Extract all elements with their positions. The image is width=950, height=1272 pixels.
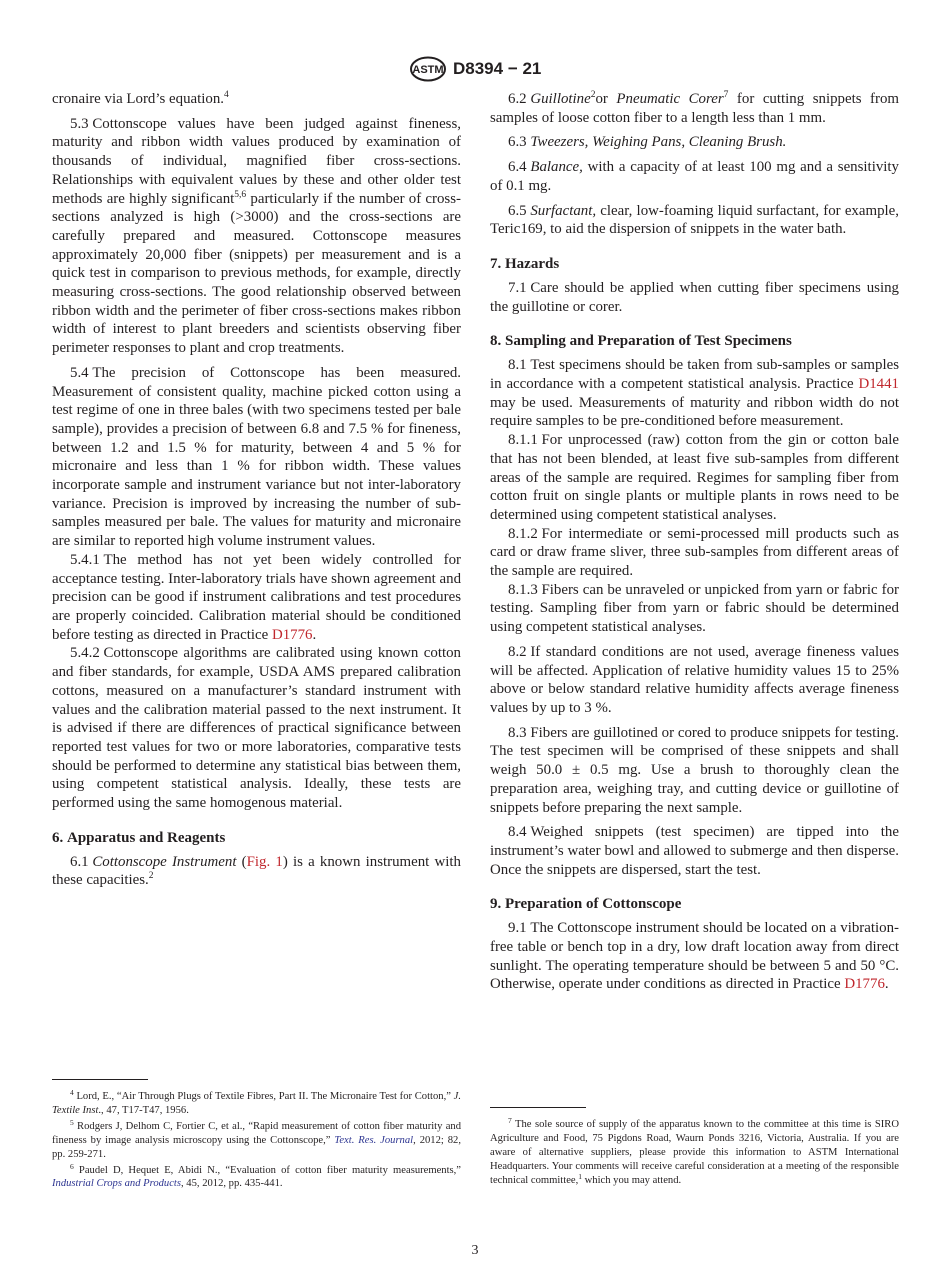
- link-d1776[interactable]: D1776: [271, 626, 313, 643]
- footnote-4: $^4$ Lord, E., “Air Through Plugs of Textile Fibres, Part II. The Micronaire Test for Cotton,” J. Textile Inst., 47, T17-T47, 1956.: [52, 1088, 461, 1116]
- paragraph-8-1: 8.1 Test specimens should be taken from sub-samples or samples in accordance with a competent statistical analysis. Practice D1441 may be used. Measurements of maturity and ribbon width do not require samples to be pre-conditioned before measurement.: [490, 357, 899, 430]
- footnote-6: $^6$ Paudel D, Hequet E, Abidi N., “Evaluation of cotton fiber maturity measurements,” Industrial Crops and Products, 45, 2012, pp. 435-441.: [52, 1161, 461, 1190]
- paragraph-continuation: cronaire via Lord’s equation.$^4$: [52, 90, 229, 107]
- paragraph-8-4: 8.4 Weighed snippets (test specimen) are tipped into the instrument’s water bowl and allowed to submerge and then disperse. Once the snippets are dispersed, start the test.: [490, 824, 899, 878]
- paragraph-5-4-2: 5.4.2 Cottonscope algorithms are calibrated using known cotton and fiber standards, for example, USDA AMS prepared calibration cottons, measured on a manufacturer’s standard instrument with values and the calibration material passed to the next instrument. It is advised if there are differences of practical significance between reported test values for two or more laboratories, comparative tests should be performed to determine any statistical bias between them, using competent statistical analysis. Ideally, these tests are performed using the same homogenous material.: [52, 645, 461, 812]
- section-8-heading: 8. Sampling and Preparation of Test Specimens: [490, 333, 792, 350]
- page-number: 3: [471, 1243, 479, 1258]
- link-fig-1[interactable]: Fig. 1: [246, 853, 283, 870]
- link-d1776[interactable]: D1776: [844, 976, 885, 993]
- section-7-heading: 7. Hazards: [490, 255, 560, 272]
- footnotes-left: [52, 1079, 461, 1193]
- paragraph-5-3: 5.3 Cottonscope values have been judged against fineness, maturity and ribbon width values produced by examination of thousands of individual, magnified fiber cross-sections. Relationships with equivalent values by these and other older test methods are highly significant$^{5,6}$ particularly if the number of cross-sections analyzed is high (>3000) and the cross-sections are carefully prepared and measured. Cottonscope measures approximately 20,000 fiber (snippets) per measurement and is a quick test in comparison to previous methods, for example, directly measuring cross-sections. The good relationship observed between ribbon width and the perimeter of fiber cross-sections makes ribbon width of interest to plant breeders and scientists observing fiber perimeter responses to plant and crop treatments.: [52, 115, 461, 357]
- footnotes-right: [490, 1107, 899, 1190]
- journal-link[interactable]: Text. Res. Journal: [334, 1134, 414, 1146]
- svg-text:ASTM: ASTM: [412, 64, 444, 76]
- paragraph-5-4-1: 5.4.1 The method has not yet been widely controlled for acceptance testing. Inter-laboratory trials have shown agreement and precision can be good if instrument calibrations and test procedures are properly coincided. Calibration material should be conditioned before testing as directed in Practice D1776.: [52, 551, 462, 643]
- paragraph-6-3: 6.3 Tweezers, Weighing Pans, Cleaning Brush.: [508, 134, 787, 151]
- footnote-7: $^7$ The sole source of supply of the apparatus known to the committee at this time is SIRO Agriculture and Food, 75 Pigdons Road, Waurn Ponds 3216, Victoria, Australia. If you are aware of alternative suppliers, please provide this information to ASTM International Headquarters. Your comments will receive careful consideration at a meeting of the responsible technical committee,$^1$ which you may attend.: [490, 1116, 899, 1186]
- link-d1441[interactable]: D1441: [858, 376, 899, 393]
- left-column: [52, 90, 461, 896]
- paragraph-5-4: 5.4 The precision of Cottonscope has been measured. Measurement of consistent quality, machine picked cotton using a test regime of one in three bales (with two specimens tested per bale sample), provides a precision of between 6.8 and 7.5 % for fineness, between 1.2 and 1.5 % for maturity, between 4 and 5 % for micronaire and less than 1 % for ribbon width. These values incorporate sample and instrument variance but not inter-laboratory variance. Precision is improved by increasing the number of sub-samples measured per bale. The values for maturity and micronaire are similar to reported high volume instrument values.: [52, 364, 461, 550]
- section-9-heading: 9. Preparation of Cottonscope: [490, 896, 682, 913]
- paragraph-6-1: 6.1 Cottonscope Instrument (Fig. 1) is a known instrument with these capacities.$^2$: [52, 853, 461, 889]
- paragraph-7-1: 7.1 Care should be applied when cutting fiber specimens using the guillotine or corer.: [490, 279, 899, 315]
- standard-designation: D8394 − 21: [453, 59, 542, 78]
- paragraph-6-2: 6.2 Guillotine$^2$or Pneumatic Corer$^7$ for cutting snippets from samples of loose cotton fiber to a length less than 1 mm.: [490, 90, 899, 126]
- paragraph-8-1-1: 8.1.1 For unprocessed (raw) cotton from the gin or cotton bale that has not been blended, at least five sub-samples from different areas of the sample are required. Regimes for sampling fiber from cotton fruit on single plants or multiple plants in rows need to be determined using competent statistical analyses.: [490, 432, 899, 523]
- paragraph-8-3: 8.3 Fibers are guillotined or cored to produce snippets for testing. The test specimen will be comprised of these snippets and shall weigh 50.0 ± 0.5 mg. Use a brush to thoroughly clean the preparation area, weighing tray, and cutting device or guillotine of snippets before preparing the next sample.: [490, 724, 899, 816]
- paragraph-6-5: 6.5 Surfactant, clear, low-foaming liquid surfactant, for example, Teric169, to aid the dispersion of snippets in the water bath.: [490, 202, 899, 238]
- paragraph-8-2: 8.2 If standard conditions are not used, average fineness values will be affected. Application of relative humidity values 15 to 25% above or below standard relative humidity affects average fineness values by up to 3 %.: [490, 643, 899, 716]
- footnote-divider: [490, 1107, 586, 1108]
- section-6-heading: 6. Apparatus and Reagents: [52, 829, 226, 846]
- footnote-5: $^5$ Rodgers J, Delhom C, Fortier C, et al., “Rapid measurement of cotton fiber maturity and fineness by image analysis microscopy using the Cottonscope,” Text. Res. Journal, 2012; 82, pp. 259-271.: [52, 1117, 461, 1160]
- paragraph-8-1-2: 8.1.2 For intermediate or semi-processed mill products such as card or draw frame sliver, three sub-samples from different areas of the sample are required.: [490, 525, 899, 580]
- paragraph-9-1: 9.1 The Cottonscope instrument should be located on a vibration-free table or bench top in a dry, low draft location away from direct sunlight. The operating temperature should be between 5 and 50 °C. Otherwise, operate under conditions as directed in Practice D1776.: [490, 920, 899, 993]
- astm-logo-icon: [409, 56, 447, 82]
- footnote-divider: [52, 1079, 148, 1080]
- paragraph-6-4: 6.4 Balance, with a capacity of at least 100 mg and a sensitivity of 0.1 mg.: [490, 159, 899, 194]
- page-header: [0, 56, 950, 84]
- right-column: [490, 90, 899, 1000]
- paragraph-8-1-3: 8.1.3 Fibers can be unraveled or unpicked from yarn or fabric for testing. Sampling fiber from yarn or fabric should be determined using competent statistical analyses.: [490, 581, 899, 636]
- journal-link[interactable]: Industrial Crops and Products: [52, 1178, 181, 1190]
